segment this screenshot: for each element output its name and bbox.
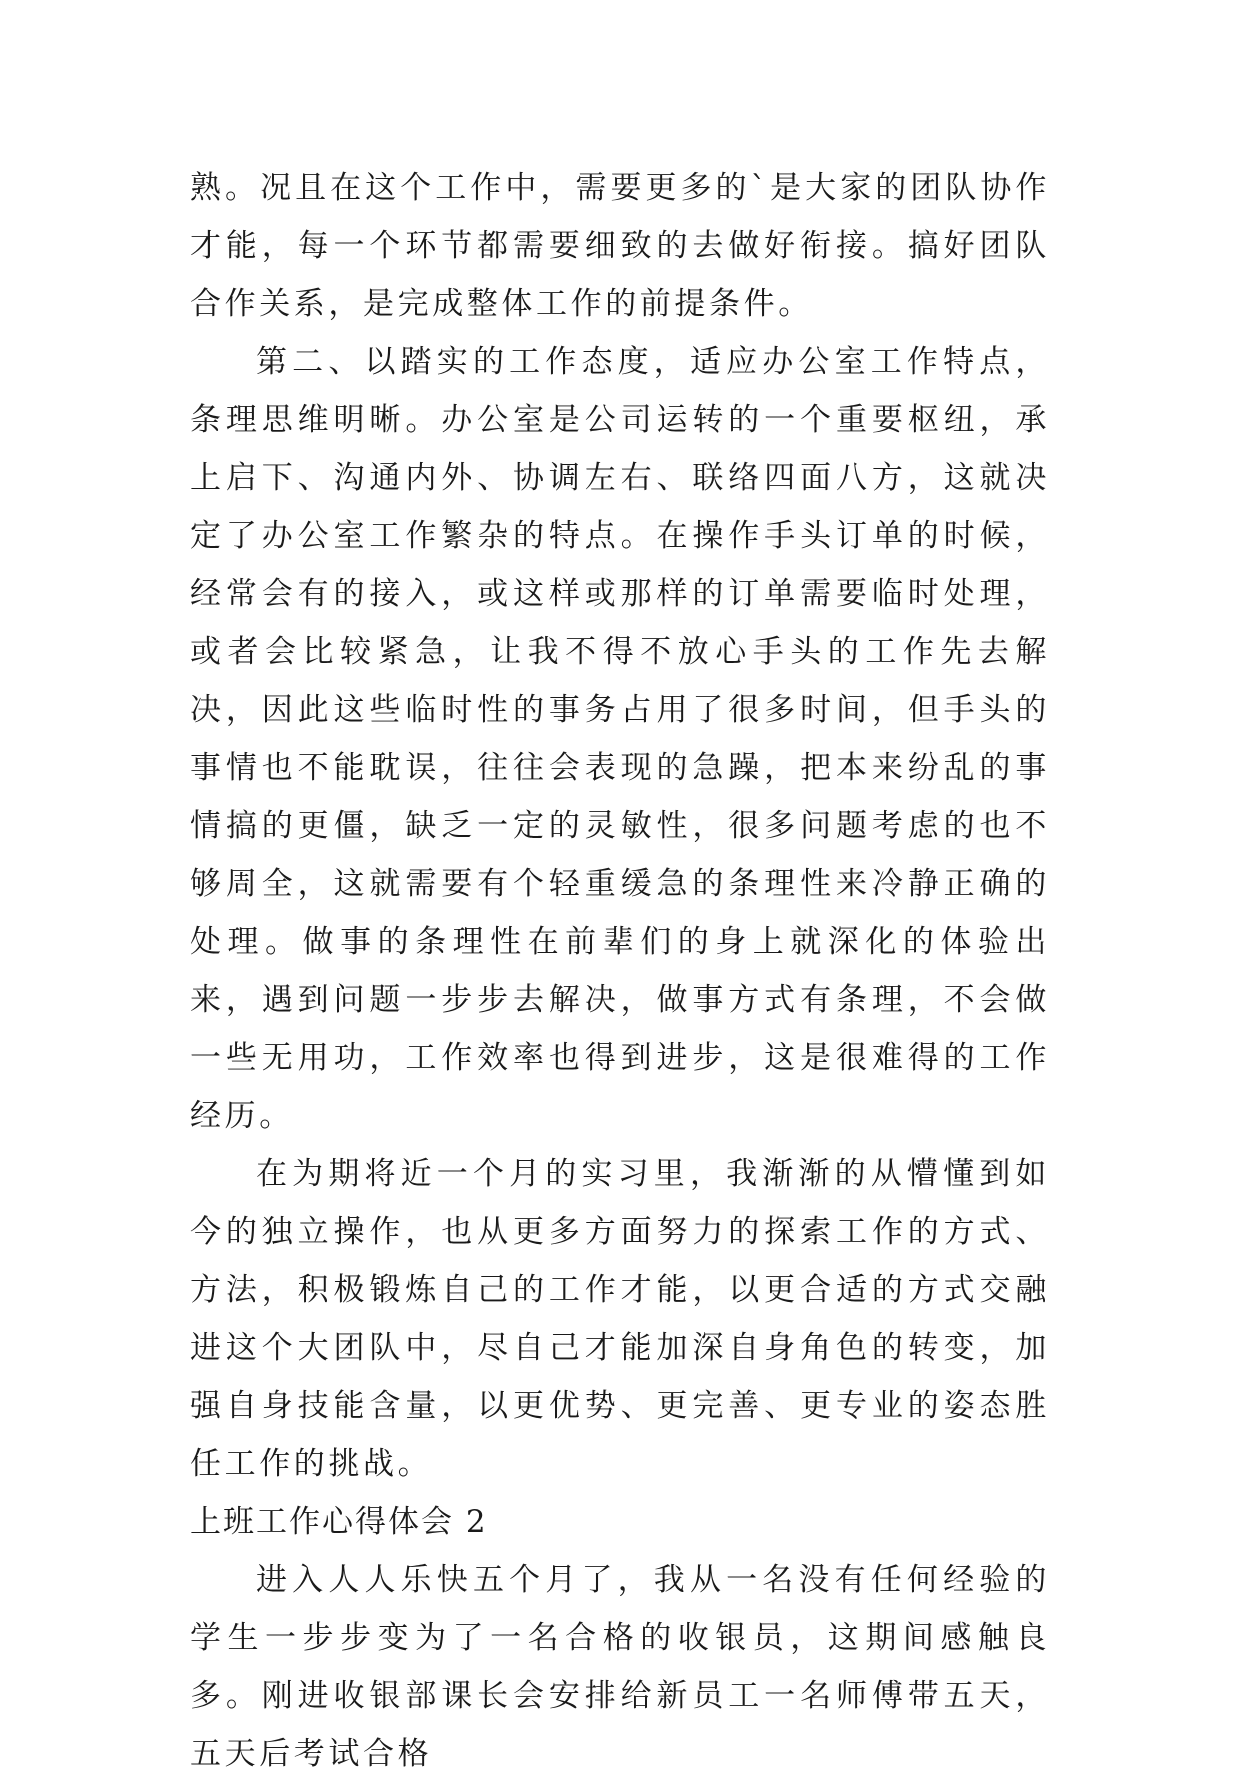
section-heading: 上班工作心得体会 2 [190,1504,488,1540]
paragraph-2: 第二、以踏实的工作态度，适应办公室工作特点，条理思维明晰。办公室是公司运转的一个重要枢纽，承上启下、沟通内外、协调左右、联络四面八方，这就决定了办公室工作繁杂的特点。在操作手头订单的时候，经常会有的接入，或这样或那样的订单需要临时处理，或者会比较紧急，让我不得不放心手头的工作先去解决，因此这些临时性的事务占用了很多时间，但手头的事情也不能耽误，往往会表现的急躁，把本来纷乱的事情搞的更僵，缺乏一定的灵敏性，很多问题考虑的也不够周全，这就需要有个轻重缓急的条理性来冷静正确的处理。做事的条理性在前辈们的身上就深化的体验出来，遇到问题一步步去解决，做事方式有条理，不会做一些无用功，工作效率也得到进步，这是很难得的工作经历。 [190,344,1050,1134]
document-body [190,159,1050,1783]
paragraph-1: 熟。况且在这个工作中，需要更多的`是大家的团队协作才能，每一个环节都需要细致的去做好衔接。搞好团队合作关系，是完成整体工作的前提条件。 [190,170,1050,322]
paragraph-4: 进入人人乐快五个月了，我从一名没有任何经验的学生一步步变为了一名合格的收银员，这期间感触良多。刚进收银部课长会安排给新员工一名师傅带五天，五天后考试合格 [190,1562,1050,1772]
paragraph-3: 在为期将近一个月的实习里，我渐渐的从懵懂到如今的独立操作，也从更多方面努力的探索工作的方式、方法，积极锻炼自己的工作才能，以更合适的方式交融进这个大团队中，尽自己才能加深自身角色的转变，加强自身技能含量，以更优势、更完善、更专业的姿态胜任工作的挑战。 [190,1156,1050,1482]
